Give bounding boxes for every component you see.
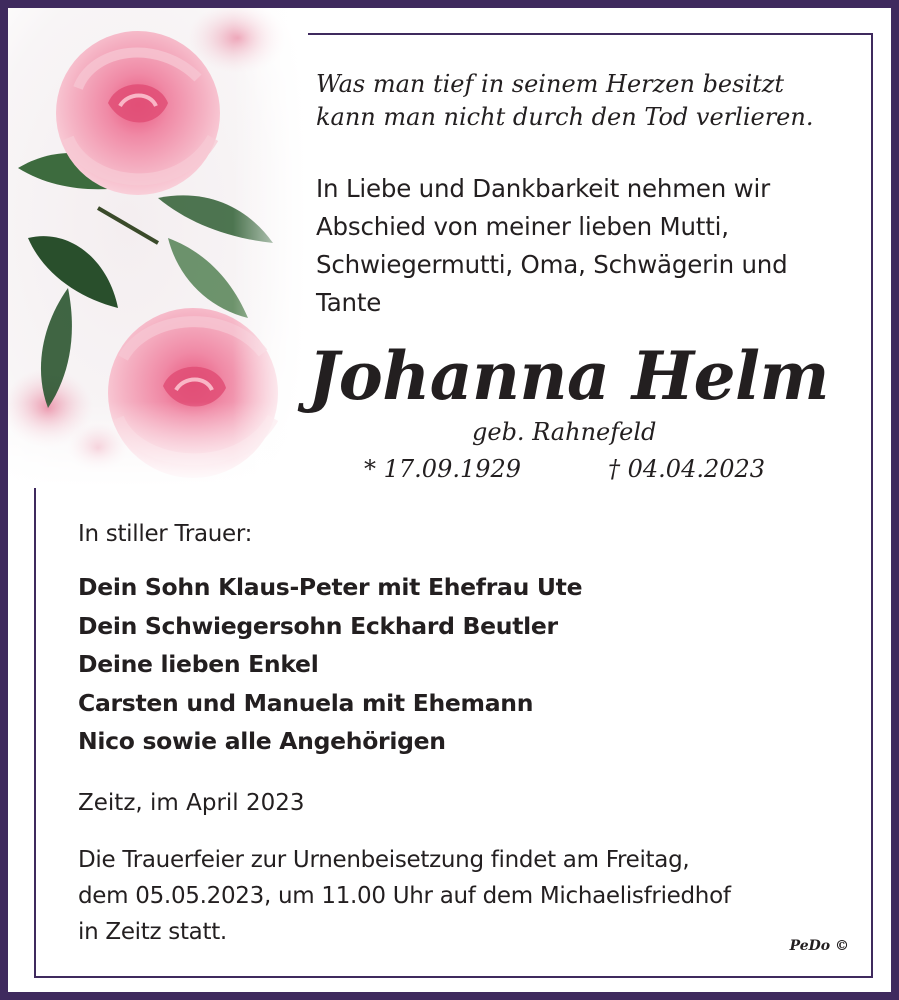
intro-line: In Liebe und Dankbarkeit nehmen wir (316, 174, 771, 203)
mourners-list (78, 568, 582, 761)
mourning-label: In stiller Trauer: (78, 521, 253, 547)
memorial-quote (316, 68, 876, 134)
death-date: † 04.04.2023 (608, 455, 766, 483)
intro-line: Tante (316, 288, 382, 317)
mourner-line: Nico sowie alle Angehörigen (78, 727, 446, 755)
intro-line: Schwiegermutti, Oma, Schwägerin und (316, 250, 788, 279)
place-date: Zeitz, im April 2023 (78, 790, 305, 816)
deceased-name: Johanna Helm (308, 337, 829, 415)
ceremony-info (78, 842, 838, 950)
ceremony-line: in Zeitz statt. (78, 919, 227, 945)
ceremony-line: Die Trauerfeier zur Urnenbeisetzung findet am Freitag, (78, 847, 690, 873)
ceremony-line: dem 05.05.2023, um 11.00 Uhr auf dem Michaelisfriedhof (78, 883, 731, 909)
quote-line: kann man nicht durch den Tod verlieren. (316, 103, 814, 131)
farewell-intro (316, 170, 856, 322)
pink-roses-image (8, 8, 308, 488)
mourner-line: Dein Sohn Klaus-Peter mit Ehefrau Ute (78, 573, 583, 601)
mourner-line: Dein Schwiegersohn Eckhard Beutler (78, 611, 558, 640)
quote-line: Was man tief in seinem Herzen besitzt (316, 70, 785, 98)
publisher-signature: PeDo © (789, 938, 849, 954)
mourner-line: Carsten und Manuela mit Ehemann (78, 688, 534, 717)
maiden-name: geb. Rahnefeld (472, 418, 657, 446)
birth-date: * 17.09.1929 (364, 455, 522, 483)
intro-line: Abschied von meiner lieben Mutti, (316, 212, 729, 241)
mourner-line: Deine lieben Enkel (78, 650, 319, 678)
